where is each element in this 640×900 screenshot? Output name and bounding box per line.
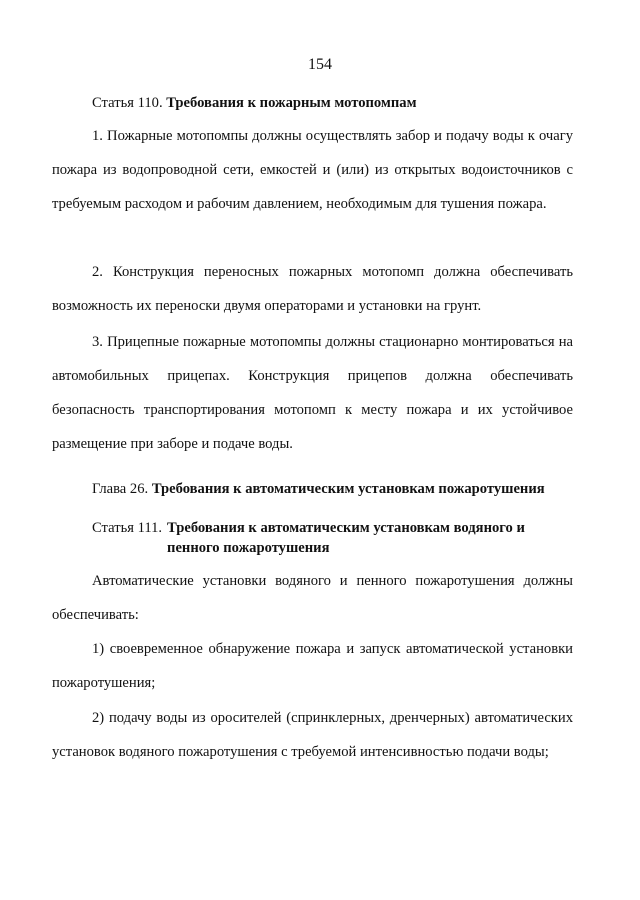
article-110-paragraph-2 [52,255,573,323]
article-110-label: Статья 110. [92,95,163,111]
paragraph-text: 2) подачу воды из оросителей (спринклерных, дренчерных) автоматических установок водяного пожаротушения с требуемой интенсивностью подачи воды; [52,710,573,760]
paragraph-text: 2. Конструкция переносных пожарных мотопомп должна обеспечивать возможность их переноски двумя операторами и установки на грунт. [52,264,573,314]
article-111-heading [92,518,547,558]
article-110-paragraph-3 [52,325,573,461]
article-111-item-2 [52,701,573,769]
article-110-paragraph-1 [52,119,573,221]
article-111-intro [52,564,573,632]
chapter-26-heading [92,479,545,499]
article-110-title: Требования к пожарным мотопомпам [166,95,417,111]
paragraph-text: 3. Прицепные пожарные мотопомпы должны стационарно монтироваться на автомобильных прицепах. Конструкция прицепов должна обеспечивать безопасность транспортирования мотопомп к месту пожара и их устойчивое размещение при заборе и подаче воды. [52,334,573,452]
article-110-heading [92,93,417,113]
article-111-title: Требования к автоматическим установкам водяного и пенного пожаротушения [167,520,525,556]
paragraph-text: Автоматические установки водяного и пенного пожаротушения должны обеспечивать: [52,573,573,623]
paragraph-text: 1. Пожарные мотопомпы должны осуществлять забор и подачу воды к очагу пожара из водопроводной сети, емкостей и (или) из открытых водоисточников с требуемым расходом и рабочим давлением, необходимым для тушения пожара. [52,128,573,212]
article-111-label: Статья 111. [92,520,163,536]
chapter-26-label: Глава 26. [92,481,149,497]
chapter-26-title: Требования к автоматическим установкам пожаротушения [151,481,545,497]
article-111-item-1 [52,632,573,700]
page-number: 154 [308,56,332,73]
paragraph-text: 1) своевременное обнаружение пожара и запуск автоматической установки пожаротушения; [52,641,573,691]
